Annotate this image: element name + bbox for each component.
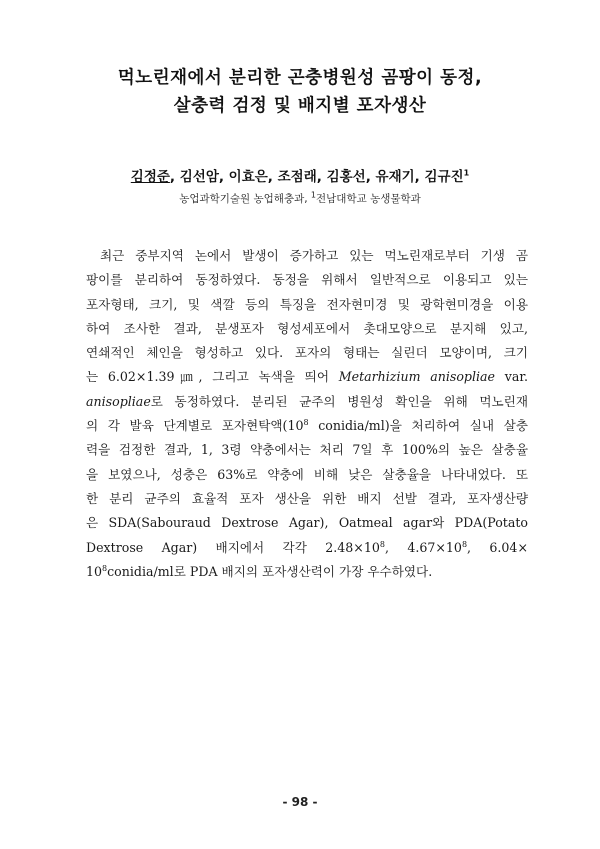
abstract-line [86, 244, 528, 268]
abstract-text: , 6.04× [467, 539, 528, 555]
abstract-text: conidia/ml)을 처리하여 실내 살충 [308, 418, 528, 434]
abstract-text: 의 각 발육 단계별로 포자현탁액(10 [86, 418, 304, 434]
abstract-line [86, 536, 528, 560]
abstract-line [86, 438, 528, 462]
abstract-text: , 4.67×10 [384, 539, 462, 555]
co-authors: , 김선암, 이효은, 조점래, 김홍선, 유재기, 김규진 [169, 169, 464, 185]
affiliation-main: 농업과학기술원 농업해충과, [179, 193, 311, 205]
title-line-2: 살충력 검정 및 배지별 포자생산 [173, 96, 427, 116]
abstract-text: 는 6.02×1.39㎛, 그리고 녹색을 띄어 [86, 369, 339, 385]
author-affiliation-mark: 1 [463, 168, 470, 178]
abstract-line [86, 390, 528, 414]
page-number: - 98 - [282, 795, 318, 809]
abstract-text: 포자형태, 크기, 및 색깔 등의 특징을 전자현미경 및 광학현미경을 이용 [86, 296, 528, 312]
paper-title [40, 64, 560, 120]
abstract-text: 최근 중부지역 논에서 발생이 증가하고 있는 먹노린재로부터 기생 곰 [100, 248, 528, 263]
abstract-body [86, 244, 528, 584]
abstract-text: 연쇄적인 체인을 형성하고 있다. 포자의 형태는 실린더 모양이며, 크기 [86, 345, 528, 361]
exponent: 8 [303, 417, 309, 427]
abstract-text: 10 [86, 563, 103, 579]
affiliation-second: 전남대학교 농생물학과 [316, 193, 421, 205]
presenting-author: 김정준 [130, 169, 170, 185]
abstract-line [86, 268, 528, 292]
abstract-text: 로 동정하였다. 분리된 균주의 병원성 확인을 위해 먹노린재 [150, 393, 528, 409]
species-name: Metarhizium anisopliae [338, 369, 496, 385]
abstract-line [86, 463, 528, 487]
affiliation-mark: 1 [310, 190, 317, 200]
exponent: 8 [102, 563, 108, 573]
abstract-line [86, 414, 528, 438]
abstract-line [86, 293, 528, 317]
abstract-line [86, 341, 528, 365]
abstract-text: 을 보였으나, 성충은 63%로 약충에 비해 낮은 살충율을 나타내었다. 또 [86, 466, 528, 482]
abstract-text: 은 SDA(Sabouraud Dextrose Agar), Oatmeal agar와 PDA(Potato [86, 515, 528, 531]
affiliations [40, 191, 560, 207]
abstract-line [86, 365, 528, 389]
abstract-line [86, 511, 528, 535]
abstract-text: 팡이를 분리하여 동정하였다. 동정을 위해서 일반적으로 이용되고 있는 [86, 272, 528, 288]
species-name: anisopliae [86, 393, 151, 409]
abstract-text: 한 분리 균주의 효율적 포자 생산을 위한 배지 선발 결과, 포자생산량 [86, 490, 528, 506]
exponent: 8 [461, 539, 468, 549]
abstract-line [86, 560, 528, 584]
abstract-line [86, 487, 528, 511]
abstract-text: 하여 조사한 결과, 분생포자 형성세포에서 촛대모양으로 분지해 있고, [86, 320, 528, 336]
abstract-text: Dextrose Agar) 배지에서 각각 2.48×10 [86, 539, 380, 555]
abstract-text: conidia/ml로 PDA 배지의 포자생산력이 가장 우수하였다. [107, 563, 433, 579]
title-line-1: 먹노린재에서 분리한 곤충병원성 곰팡이 동정, [117, 68, 483, 88]
abstract-text: var. [495, 369, 528, 385]
abstract-text: 력을 검정한 결과, 1, 3령 약충에서는 처리 7일 후 100%의 높은 살충율 [86, 442, 528, 458]
abstract-line [86, 317, 528, 341]
exponent: 8 [379, 539, 385, 549]
author-list [40, 167, 560, 187]
